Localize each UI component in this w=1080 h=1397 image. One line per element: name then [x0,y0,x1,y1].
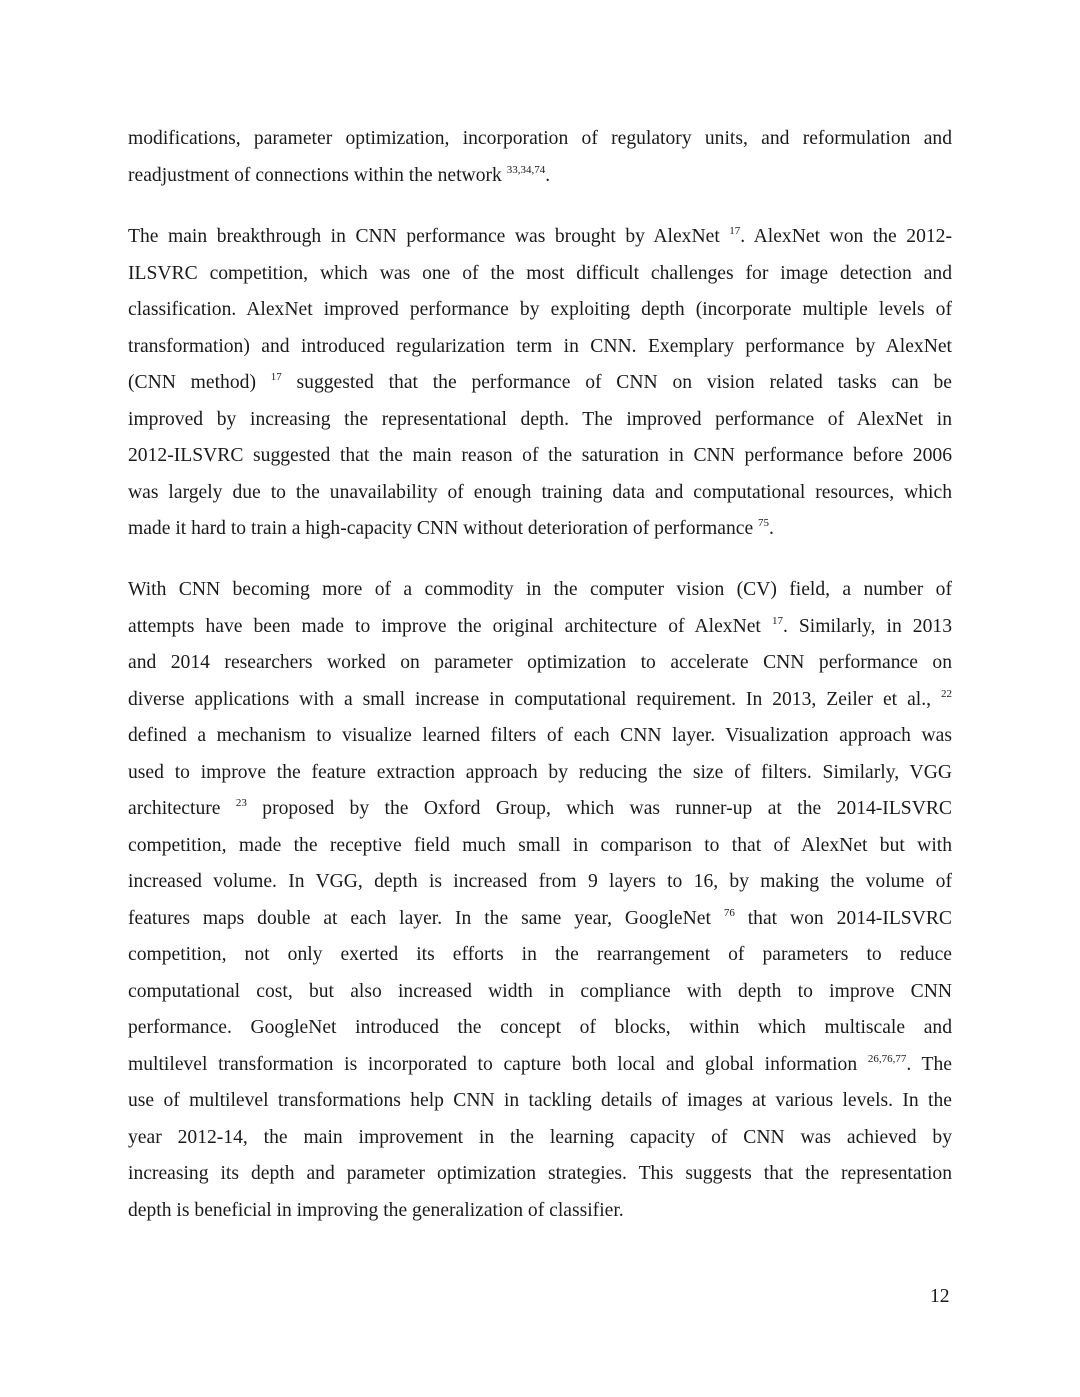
text-line [128,1047,952,1084]
text-line [128,974,952,1011]
text-line [128,256,952,293]
text-segment: modifications, parameter optimization, incorporation of regulatory units, and reformulation and [128,128,952,149]
text-line [128,402,952,439]
text-line [128,1083,952,1120]
text-segment: made it hard to train a high-capacity CNN without deterioration of performance [128,518,759,539]
text-line [128,645,952,682]
paragraph-2 [128,219,952,548]
citation-superscript: 23 [235,797,247,809]
text-segment: that won 2014-ILSVRC [734,907,952,929]
text-segment: defined a mechanism to visualize learned filters of each CNN layer. Visualization approach was [128,725,952,746]
text-segment: The main breakthrough in CNN performance was brought by AlexNet [128,226,730,247]
text-segment: . The [906,1053,953,1075]
citation-superscript: 26,76,77 [867,1052,907,1065]
text-segment: With CNN becoming more of a commodity in the computer vision (CV) field, a number of [128,579,952,600]
text-segment: readjustment of connections within the network [128,164,507,186]
text-segment: ILSVRC competition, which was one of the most difficult challenges for image detection and [128,262,952,284]
text-segment: year 2012-14, the main improvement in the learning capacity of CNN was achieved by [128,1126,952,1148]
text-segment: architecture [128,798,236,819]
citation-superscript: 22 [941,687,952,700]
text-line [128,864,952,901]
text-segment: and 2014 researchers worked on parameter optimization to accelerate CNN performance on [128,652,952,673]
text-line [128,292,952,329]
text-line [128,572,952,609]
citation-superscript: 76 [723,906,735,919]
text-line [128,219,952,256]
text-line [128,1120,952,1157]
text-line [128,329,952,366]
text-line [128,1010,952,1047]
text-segment: improved by increasing the representational depth. The improved performance of AlexNet in [128,408,952,430]
citation-superscript: 17 [270,371,282,383]
text-segment: attempts have been made to improve the original architecture of AlexNet [128,615,772,637]
text-line [128,158,952,195]
text-segment: classification. AlexNet improved performance by exploiting depth (incorporate multiple levels of [128,299,952,320]
text-segment: . Similarly, in 2013 [782,615,952,637]
text-line [128,475,952,512]
text-line [128,511,952,548]
text-line [128,609,952,646]
text-segment: computational cost, but also increased width in compliance with depth to improve CNN [128,980,952,1002]
text-line [128,791,952,828]
text-line [128,121,952,158]
text-segment: . AlexNet won the 2012- [740,226,952,247]
text-line [128,755,952,792]
text-segment: used to improve the feature extraction approach by reducing the size of filters. Similarly, VGG [128,761,952,783]
text-line [128,718,952,755]
text-line [128,828,952,865]
text-segment: depth is beneficial in improving the generalization of classifier. [128,1199,624,1221]
citation-superscript: 17 [771,614,783,627]
text-segment: was largely due to the unavailability of enough training data and computational resources, which [128,481,952,503]
text-segment: diverse applications with a small increase in computational requirement. In 2013, Zeiler et al., [128,688,941,710]
text-segment: . [545,164,551,186]
page-number: 12 [930,1286,950,1307]
text-segment: proposed by the Oxford Group, which was runner-up at the 2014-ILSVRC [246,798,952,819]
paragraph-1 [128,121,952,194]
text-segment: performance. GoogleNet introduced the concept of blocks, within which multiscale and [128,1017,952,1038]
text-segment: . [769,518,774,539]
text-line [128,937,952,974]
text-segment: features maps double at each layer. In the same year, GoogleNet [128,907,724,929]
text-line [128,901,952,938]
text-segment: 2012-ILSVRC suggested that the main reason of the saturation in CNN performance before 2006 [128,445,952,466]
text-segment: competition, not only exerted its efforts in the rearrangement of parameters to reduce [128,944,952,965]
text-line [128,438,952,475]
text-line [128,682,952,719]
text-line [128,365,952,402]
citation-superscript: 75 [758,517,770,529]
paragraph-3 [128,572,952,1229]
text-segment: transformation) and introduced regularization term in CNN. Exemplary performance by AlexNet [128,335,952,357]
text-segment: (CNN method) [128,372,271,393]
text-segment: competition, made the receptive field much small in comparison to that of AlexNet but with [128,834,952,856]
text-segment: increased volume. In VGG, depth is increased from 9 layers to 16, by making the volume of [128,871,952,892]
text-line [128,1156,952,1193]
citation-superscript: 17 [729,225,741,237]
citation-superscript: 33,34,74 [506,163,546,176]
text-segment: increasing its depth and parameter optimization strategies. This suggests that the representation [128,1163,952,1184]
text-segment: use of multilevel transformations help CNN in tackling details of images at various levels. In the [128,1090,952,1111]
text-segment: suggested that the performance of CNN on vision related tasks can be [281,372,952,393]
text-line [128,1193,952,1230]
text-segment: multilevel transformation is incorporated to capture both local and global information [128,1053,868,1075]
